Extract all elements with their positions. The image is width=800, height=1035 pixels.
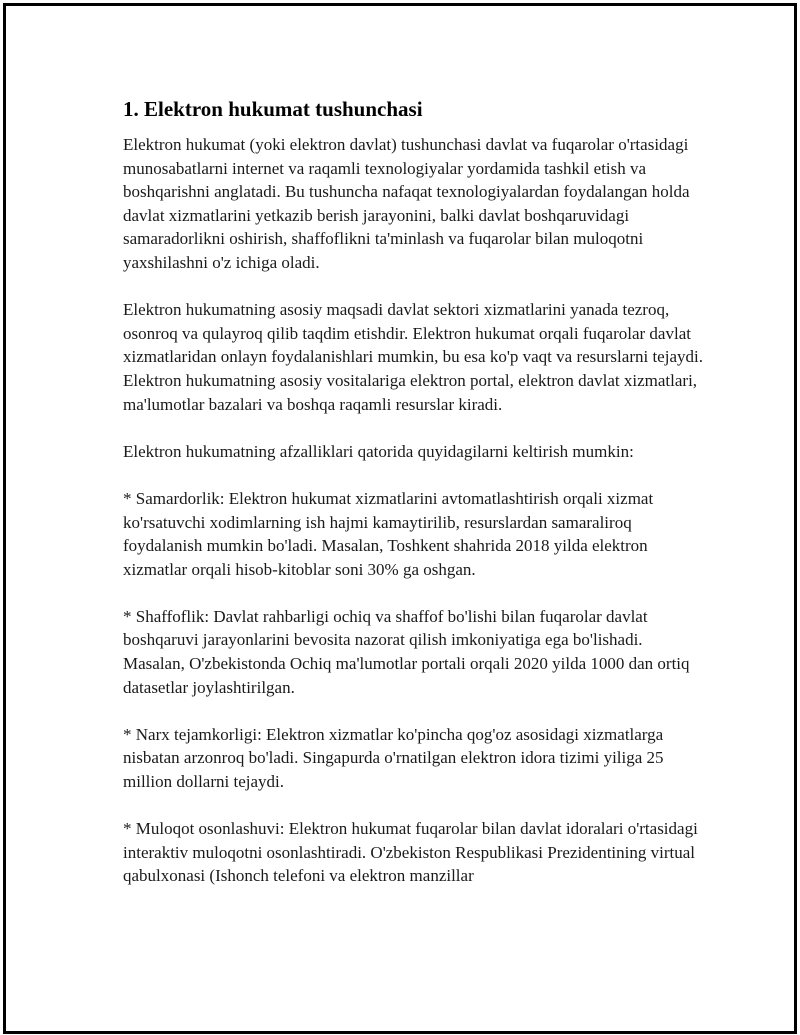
document-body <box>123 96 703 912</box>
paragraph-advantages-intro: Elektron hukumatning afzalliklari qatorida quyidagilarni keltirish mumkin: <box>123 441 634 461</box>
list-item-communication: * Muloqot osonlashuvi: Elektron hukumat fuqarolar bilan davlat idoralari o'rtasidagi interaktiv muloqotni osonlashtiradi. O'zbekiston Respublikasi Prezidentining virtual qabulxonasi (Ishonch telefoni va elektron manzillar <box>123 819 698 886</box>
section-heading: 1. Elektron hukumat tushunchasi <box>123 97 423 121</box>
list-item-transparency: * Shaffoflik: Davlat rahbarligi ochiq va shaffof bo'lishi bilan fuqarolar davlat boshqaruvi jarayonlarini bevosita nazorat qilish imkoniyatiga ega bo'lishadi. Masalan, O'zbekistonda Ochiq ma'lumotlar portali orqali 2020 yilda 1000 dan ortiq datasetlar joylashtirilgan. <box>123 606 690 697</box>
paragraph-definition: Elektron hukumat (yoki elektron davlat) tushunchasi davlat va fuqarolar o'rtasidagi munosabatlarni internet va raqamli texnologiyalar yordamida tashkil etish va boshqarishni anglatadi. Bu tushuncha nafaqat texnologiyalardan foydalangan holda davlat xizmatlarini yetkazib berish jarayonini, balki davlat boshqaruvidagi samaradorlikni oshirish, shaffoflikni ta'minlash va fuqarolar bilan muloqotni yaxshilashni o'z ichiga oladi. <box>123 135 690 272</box>
paragraph-purpose: Elektron hukumatning asosiy maqsadi davlat sektori xizmatlarini yanada tezroq, osonroq va qulayroq qilib taqdim etishdir. Elektron hukumat orqali fuqarolar davlat xizmatlaridan onlayn foydalanishlari mumkin, bu esa ko'p vaqt va resurslarni tejaydi. Elektron hukumatning asosiy vositalariga elektron portal, elektron davlat xizmatlari, ma'lumotlar bazalari va boshqa raqamli resurslar kiradi. <box>123 300 703 414</box>
page-frame <box>3 3 797 1034</box>
list-item-cost-saving: * Narx tejamkorligi: Elektron xizmatlar ko'pincha qog'oz asosidagi xizmatlarga nisbatan arzonroq bo'ladi. Singapurda o'rnatilgan elektron idora tizimi yiliga 25 million dollarni tejaydi. <box>123 724 664 792</box>
list-item-efficiency: * Samardorlik: Elektron hukumat xizmatlarini avtomatlashtirish orqali xizmat ko'rsatuvchi xodimlarning ish hajmi kamaytirilib, resurslardan samaraliroq foydalanish mumkin bo'ladi. Masalan, Toshkent shahrida 2018 yilda elektron xizmatlar orqali hisob-kitoblar soni 30% ga oshgan. <box>123 488 654 579</box>
